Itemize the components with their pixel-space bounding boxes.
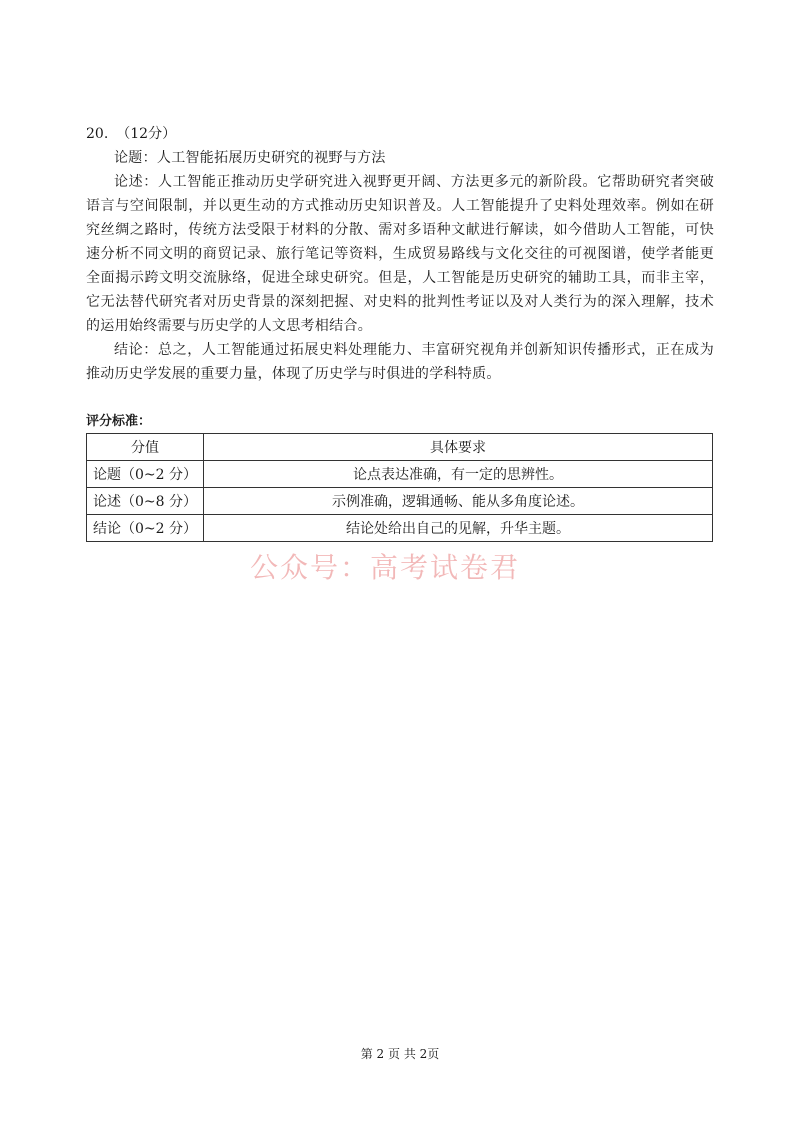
criteria-table [86, 433, 713, 542]
row-requirement: 结论处给出自己的见解，升华主题。 [204, 515, 713, 542]
question-score: （12分） [116, 126, 177, 142]
row-score: 论题（0~2 分） [87, 461, 204, 488]
row-score: 结论（0~2 分） [87, 515, 204, 542]
thesis-label: 论题： [114, 150, 157, 166]
question-header [86, 124, 176, 144]
thesis-text: 人工智能拓展历史研究的视野与方法 [156, 150, 386, 166]
table-row [87, 488, 713, 515]
watermark: 公众号：高考试卷君 [250, 551, 521, 584]
table-row [87, 515, 713, 542]
header-requirement: 具体要求 [204, 434, 713, 461]
conclusion-label: 结论： [114, 342, 158, 358]
criteria-header-row [87, 434, 713, 461]
header-score: 分值 [87, 434, 204, 461]
argument-text: 人工智能正推动历史学研究进入视野更开阔、方法更多元的新阶段。它帮助研究者突破语言与空间限制，并以更生动的方式推动历史知识普及。人工智能提升了史料处理效率。例如在研究丝绸之路时，传统方法受限于材料的分散、需对多语种文献进行解读，如今借助人工智能，可快速分析不同文明的商贸记录、旅行笔记等资料，生成贸易路线与文化交往的可视图谱，使学者能更全面揭示跨文明交流脉络，促进全球史研究。但是，人工智能是历史研究的辅助工具，而非主宰，它无法替代研究者对历史背景的深刻把握、对史料的批判性考证以及对人类行为的深入理解，技术的运用始终需要与历史学的人文思考相结合。 [86, 174, 714, 334]
argument-label: 论述： [114, 174, 158, 190]
question-number: 20. [86, 126, 109, 142]
table-row [87, 461, 713, 488]
row-score: 论述（0~8 分） [87, 488, 204, 515]
conclusion-text: 总之，人工智能通过拓展史料处理能力、丰富研究视角并创新知识传播形式，正在成为推动历史学发展的重要力量，体现了历史学与时俱进的学科特质。 [86, 342, 714, 382]
thesis-paragraph [86, 146, 714, 170]
row-requirement: 示例准确，逻辑通畅、能从多角度论述。 [204, 488, 713, 515]
page-footer: 第 2 页 共 2页 [360, 1047, 440, 1061]
argument-paragraph [86, 170, 714, 338]
row-requirement: 论点表达准确，有一定的思辨性。 [204, 461, 713, 488]
criteria-title: 评分标准： [86, 414, 152, 429]
conclusion-paragraph [86, 338, 714, 386]
